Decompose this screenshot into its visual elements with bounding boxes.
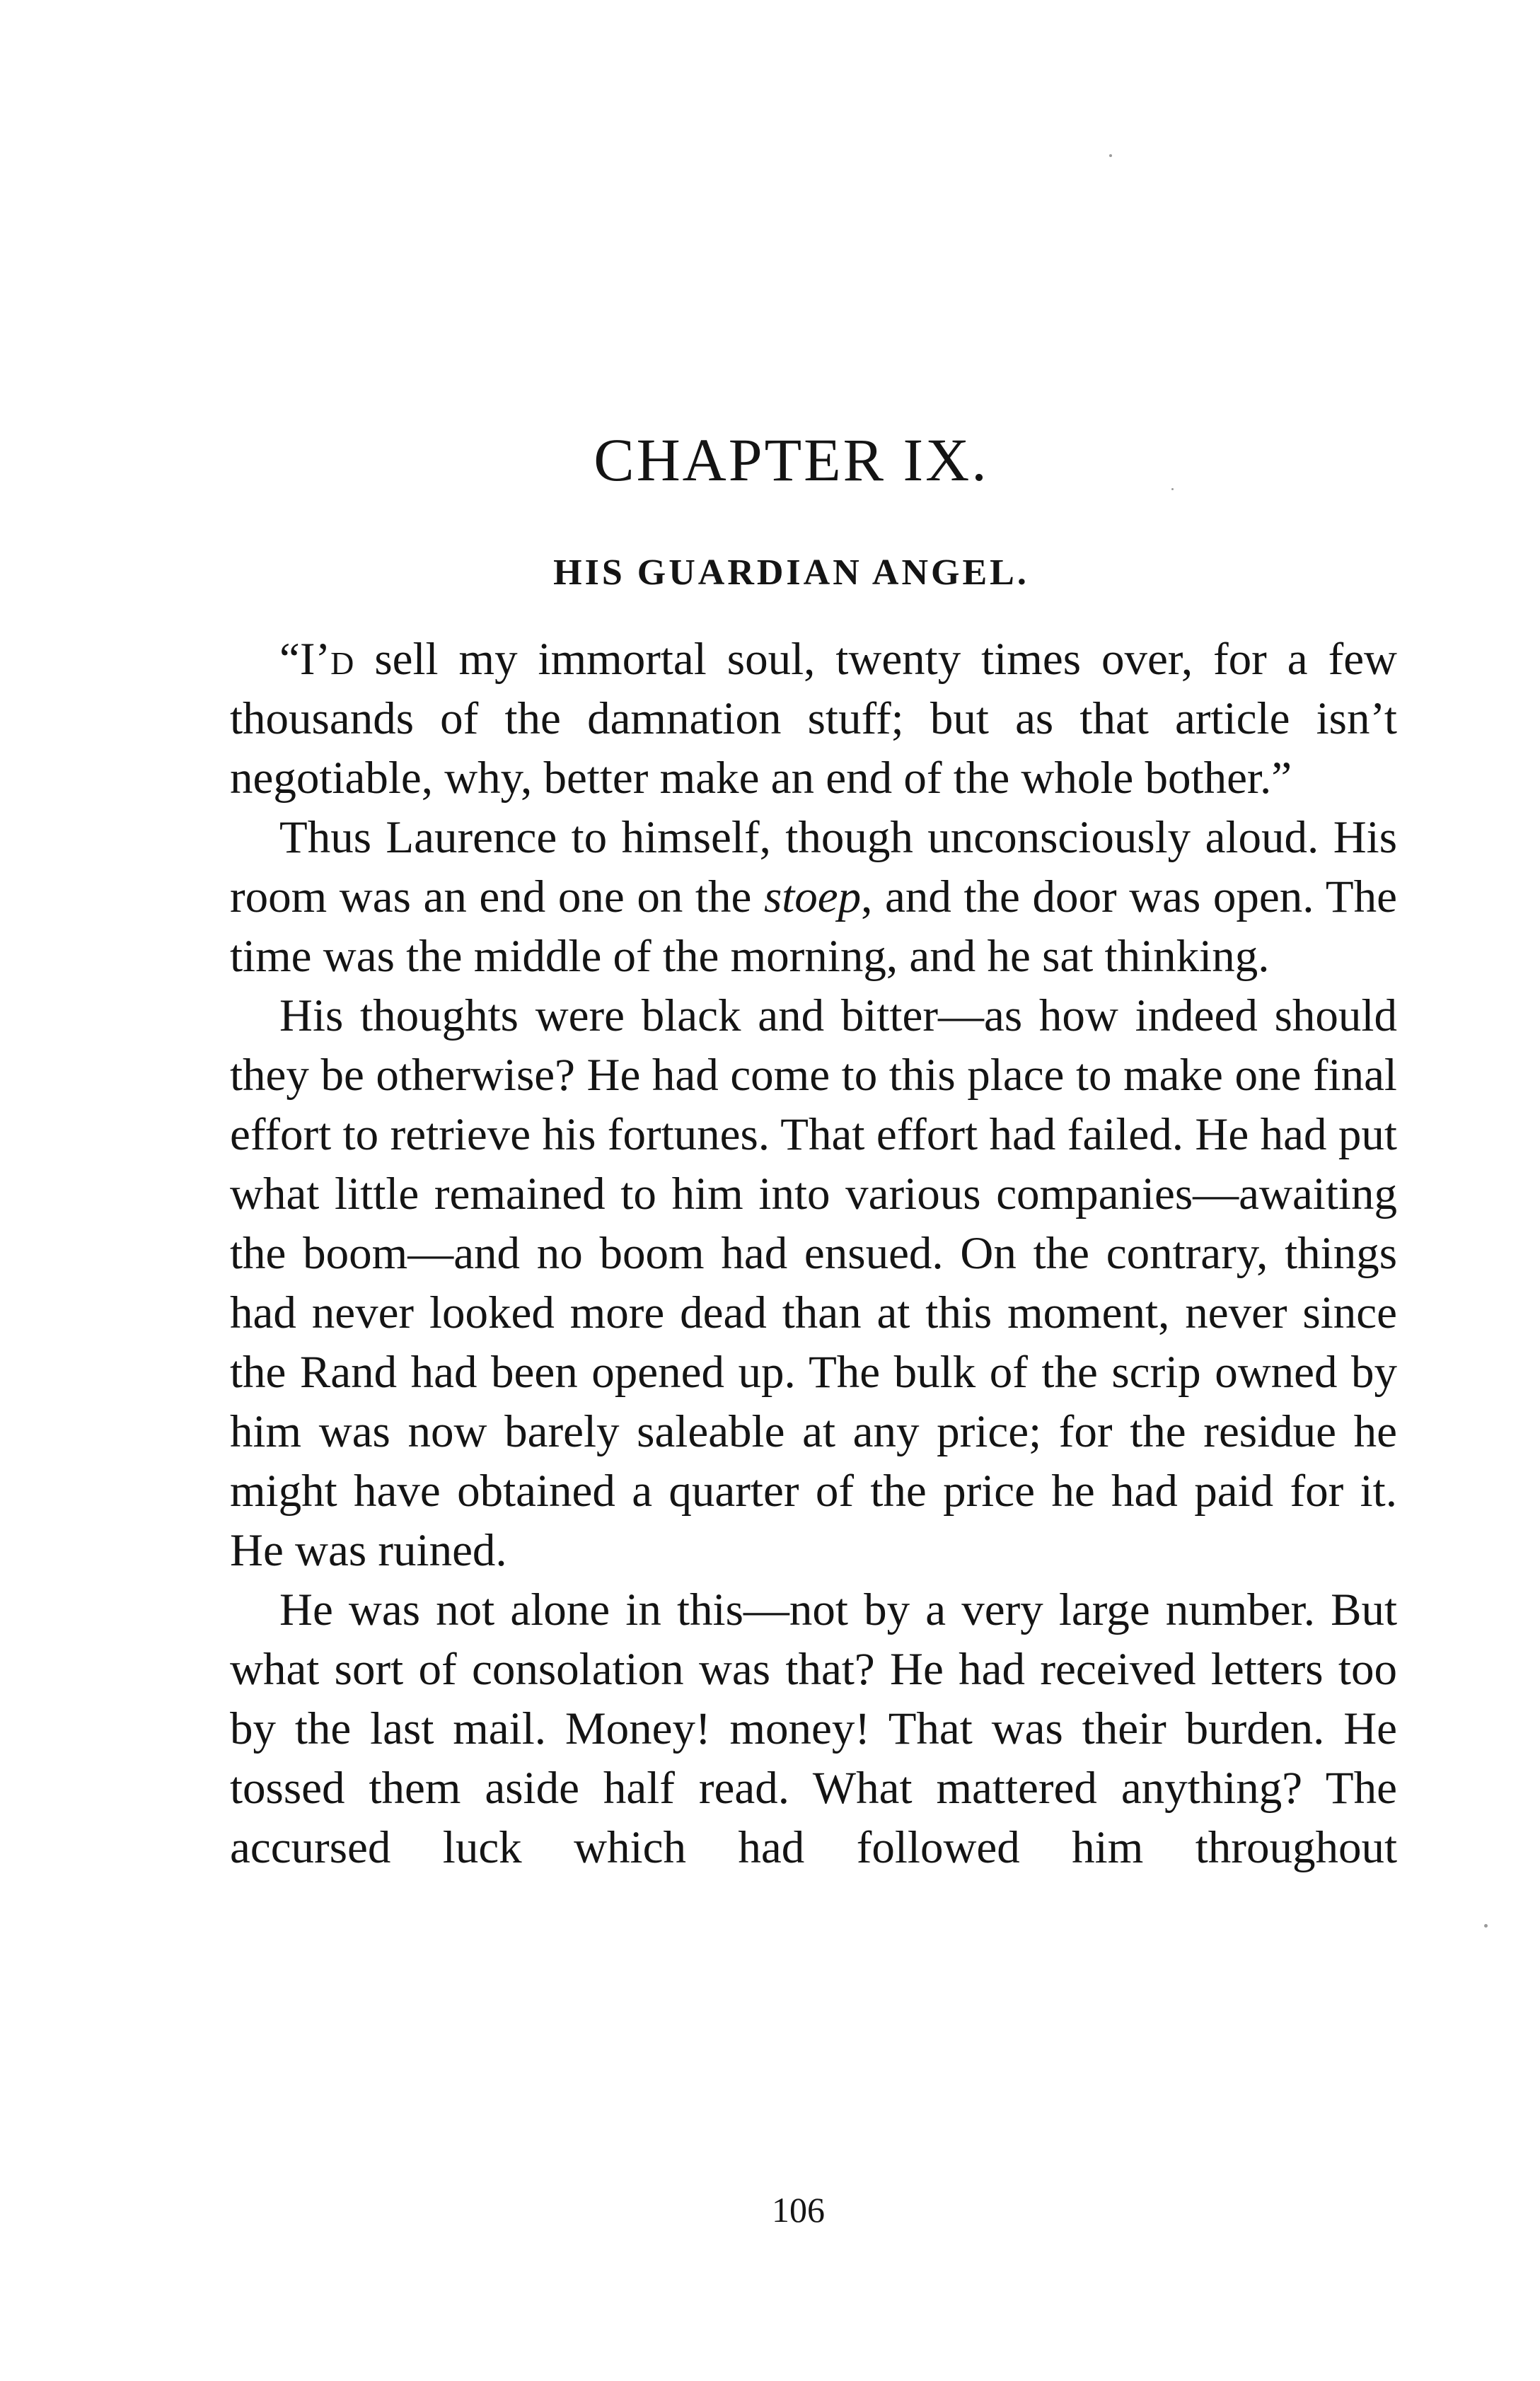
paper-speck: [1109, 154, 1112, 157]
italic-word-stoep: stoep: [763, 871, 862, 922]
paper-speck: [1484, 1924, 1488, 1928]
chapter-title: HIS GUARDIAN ANGEL.: [553, 552, 1029, 593]
paragraph-2-text-after: , and the door was open. The time was the middle of the morning, and he sat thinking.: [230, 871, 1397, 982]
paragraph-3: His thoughts were black and bitter—as how indeed should they be otherwise? He had come to this place to make one final effort to retrieve his fortunes. That effort had failed. He had put what little remained to him into various companies—awaiting the boom—and no boom had ensued. On the contrary, things had never looked more dead than at this moment, never since the Rand had been opened up. The bulk of the scrip owned by him was now barely saleable at any price; for the residue he might have obtained a quarter of the price he had paid for it. He was ruined.: [230, 990, 1397, 1576]
page-number: 106: [772, 2190, 825, 2230]
opening-quote-lead: “I’: [279, 634, 331, 685]
body-text: [230, 630, 1397, 1877]
paragraph-2: [230, 808, 1397, 986]
paragraph-1-text: sell my immortal soul, twenty times over, for a few thousands of the damnation stuff; but as that article isn’t negotiable, why, better make an end of the whole bother.”: [230, 634, 1397, 804]
paragraph-4: He was not alone in this—not by a very large number. But what sort of consolation was that? He had received letters too by the last mail. Money! money! That was their burden. He tossed them aside half read. What mattered anything? The accursed luck which had followed him throughout: [230, 1585, 1397, 1873]
paragraph-2-text-before: Thus Laurence to himself, though unconsciously aloud. His room was an end one on the: [230, 812, 1397, 922]
opening-smallcaps: d: [330, 634, 354, 685]
paragraph-1: [230, 630, 1397, 808]
chapter-number: CHAPTER IX.: [594, 426, 989, 494]
